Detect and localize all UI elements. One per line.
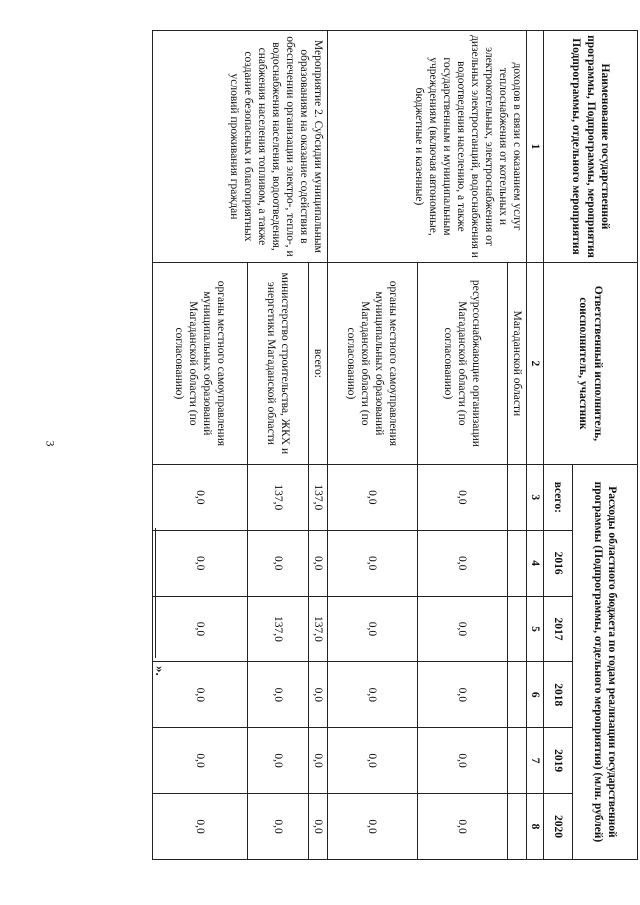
value-cell: 0,0 xyxy=(247,530,308,596)
footer-rule xyxy=(155,528,156,658)
value-cell: 0,0 xyxy=(417,662,507,728)
column-number: 3 xyxy=(526,464,543,530)
value-cell: 0,0 xyxy=(152,728,247,794)
value-cell: 0,0 xyxy=(152,530,247,596)
value-cell xyxy=(507,596,526,662)
value-cell: 0,0 xyxy=(327,596,417,662)
column-number: 4 xyxy=(526,530,543,596)
rotated-page xyxy=(68,30,638,860)
executor-cell: органы местного самоуправления муниципальных образований Магаданской области (по согласованию) xyxy=(327,262,417,464)
value-cell: 0,0 xyxy=(327,728,417,794)
value-cell: 0,0 xyxy=(247,728,308,794)
column-number: 5 xyxy=(526,596,543,662)
column-number: 2 xyxy=(526,262,543,464)
table-row xyxy=(507,31,526,860)
value-cell: 0,0 xyxy=(327,464,417,530)
value-cell: 0,0 xyxy=(152,662,247,728)
table-row xyxy=(308,31,327,860)
page-number: 3 xyxy=(43,440,58,447)
value-cell: 137,0 xyxy=(247,464,308,530)
value-cell: 0,0 xyxy=(247,662,308,728)
header-name: Наименование государственной программы, Подпрограммы, мероприятия Подпрограммы, отдельного мероприятия xyxy=(544,31,638,263)
header-total: всего: xyxy=(544,464,573,530)
value-cell: 0,0 xyxy=(417,464,507,530)
value-cell: 0,0 xyxy=(308,728,327,794)
value-cell: 137,0 xyxy=(247,596,308,662)
budget-table xyxy=(152,30,638,860)
column-number: 1 xyxy=(526,31,543,263)
value-cell: 0,0 xyxy=(417,728,507,794)
value-cell: 137,0 xyxy=(308,464,327,530)
value-cell xyxy=(507,530,526,596)
value-cell: 0,0 xyxy=(327,530,417,596)
value-cell: 0,0 xyxy=(327,794,417,860)
executor-cell: Магаданской области xyxy=(507,262,526,464)
executor-cell: всего: xyxy=(308,262,327,464)
value-cell: 137,0 xyxy=(308,596,327,662)
landscape-sheet xyxy=(68,30,638,860)
header-year: 2018 xyxy=(544,662,573,728)
value-cell xyxy=(507,662,526,728)
header-executor: Ответственный исполнитель, соисполнитель, участник xyxy=(544,262,638,464)
value-cell xyxy=(507,464,526,530)
value-cell xyxy=(507,728,526,794)
executor-cell: органы местного самоуправления муниципальных образований Магаданской области (по согласованию) xyxy=(152,262,247,464)
value-cell: 0,0 xyxy=(417,794,507,860)
executor-cell: ресурсоснабжающие организации Магаданской области (по согласованию) xyxy=(417,262,507,464)
header-expenses: Расходы областного бюджета по годам реализации государственной программы (Подпрограммы, отдельного мероприятия) (млн. рублей) xyxy=(573,464,638,859)
column-number: 7 xyxy=(526,728,543,794)
executor-cell: министерство строительства, ЖКХ и энергетики Магаданской области xyxy=(247,262,308,464)
column-number: 6 xyxy=(526,662,543,728)
value-cell xyxy=(507,794,526,860)
value-cell: 0,0 xyxy=(327,662,417,728)
value-cell: 0,0 xyxy=(308,530,327,596)
value-cell: 0,0 xyxy=(308,662,327,728)
header-year: 2020 xyxy=(544,794,573,860)
measure-name-cell: Мероприятие 2. Субсидии муниципальным образованиям на оказание содействия в обеспечении организации электро-, тепло-, и водоснабжения населения, водоотведения, снабжения населения топливом, а также создание безопасных и благоприятных условий проживания граждан xyxy=(152,31,327,263)
value-cell: 0,0 xyxy=(417,530,507,596)
footer-mark: ». xyxy=(153,666,168,676)
value-cell: 0,0 xyxy=(417,596,507,662)
value-cell: 0,0 xyxy=(247,794,308,860)
column-number: 8 xyxy=(526,794,543,860)
value-cell: 0,0 xyxy=(308,794,327,860)
value-cell: 0,0 xyxy=(152,596,247,662)
value-cell: 0,0 xyxy=(152,794,247,860)
value-cell: 0,0 xyxy=(152,464,247,530)
header-year: 2016 xyxy=(544,530,573,596)
header-year: 2017 xyxy=(544,596,573,662)
header-year: 2019 xyxy=(544,728,573,794)
measure-name-cell: доходов в связи с оказанием услуг теплоснабжения от котельных и электрокотельных, электроснабжения от дизельных электростанций, водоснабжения и водоотведения населению, а также государственным и муниципальным учреждениям (включая автономные, бюджетные и казенные) xyxy=(327,31,526,263)
